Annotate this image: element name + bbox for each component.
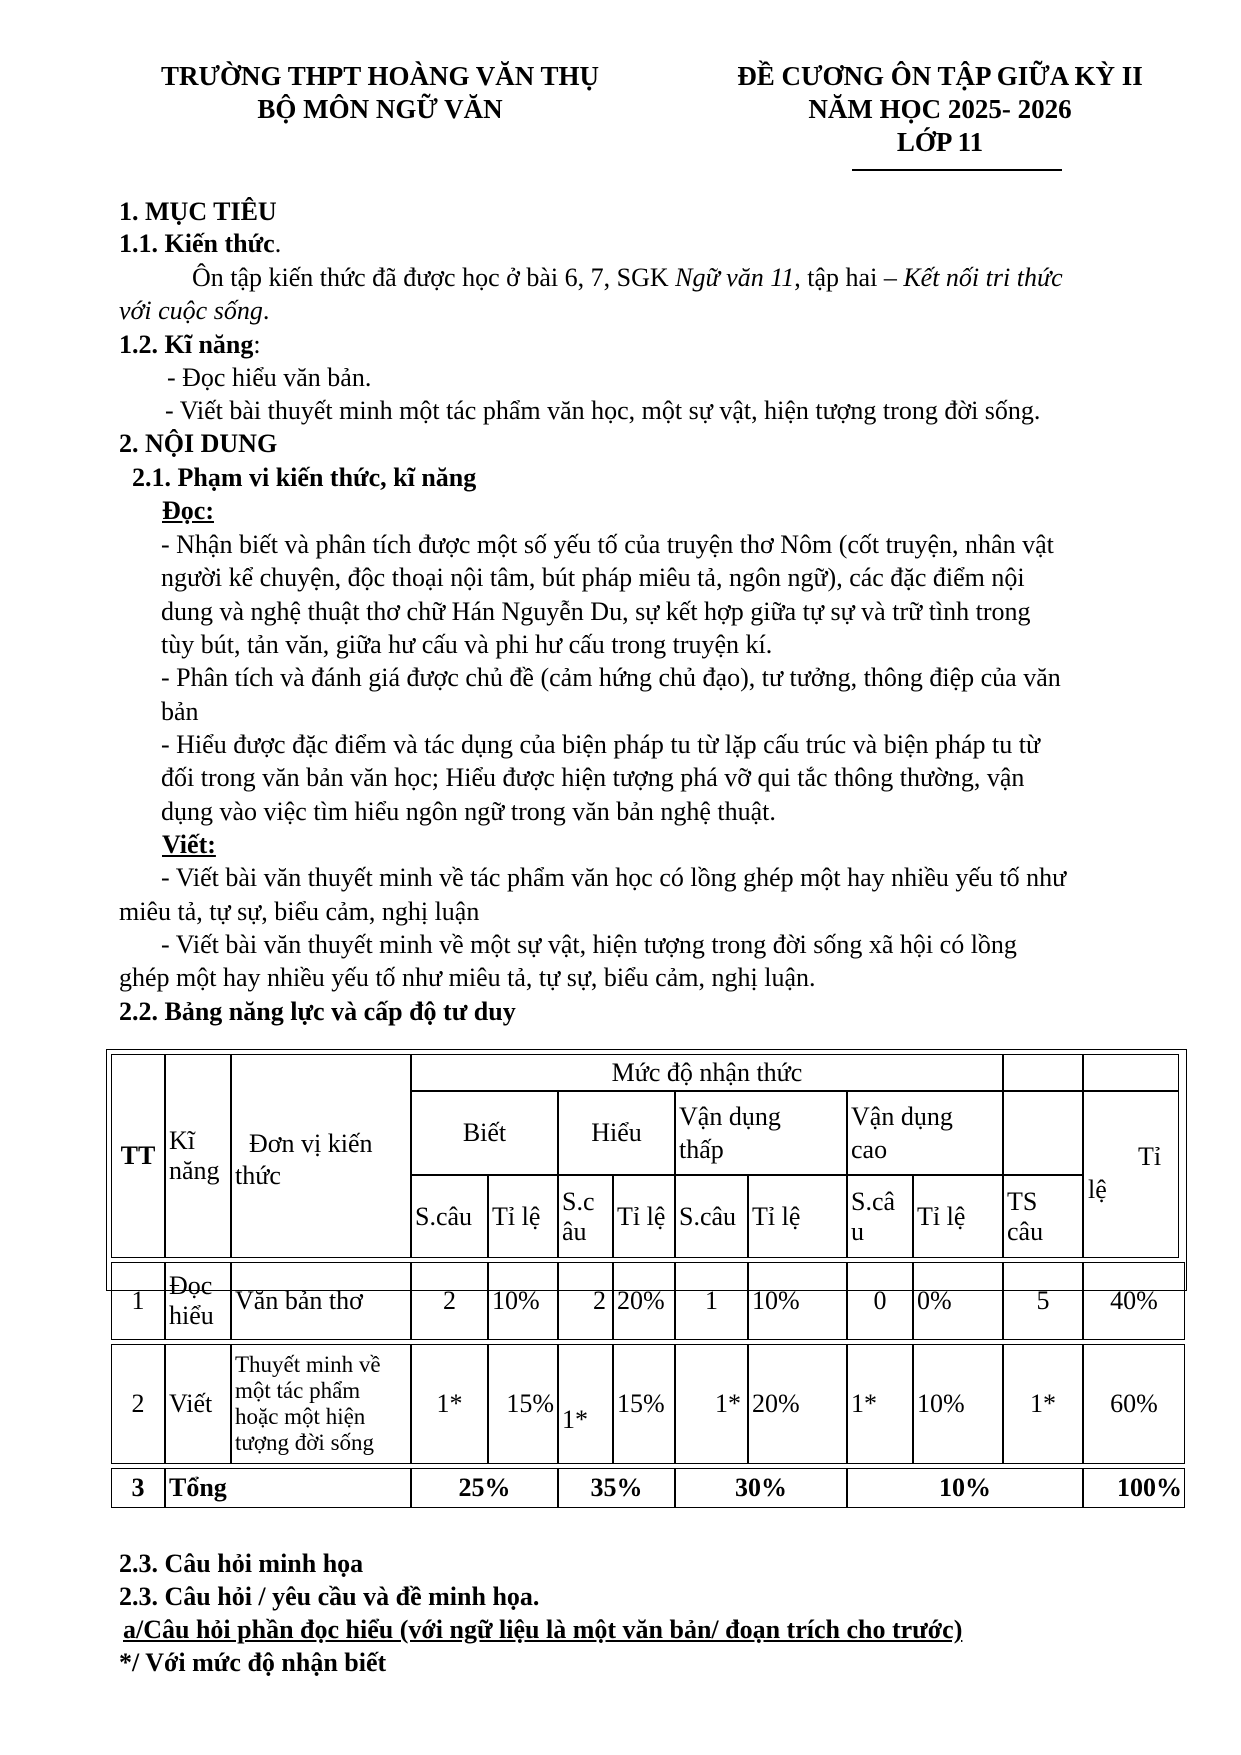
skill-item-2: - Viết bài thuyết minh một tác phẩm văn học, một sự vật, hiện tượng trong đời sống. [165,396,1041,425]
header-tt: TT [111,1054,165,1258]
row1-vdt-count: 1 [675,1262,748,1340]
header-tile-2: Tỉ lệ [613,1175,675,1258]
writing-line-3: - Viết bài văn thuyết minh về một sự vật, hiện tượng trong đời sống xã hội có lồng [161,930,1017,959]
row1-hieu-ratio: 20% [613,1262,675,1340]
row2-skill: Viết [165,1344,231,1464]
row2-unit-text: Thuyết minh về một tác phẩm hoặc một hiện tượng đời sống [235,1352,381,1455]
header-ratio [1083,1091,1179,1258]
section-2-heading: 2. NỘI DUNG [119,429,278,458]
header-vdt [675,1091,847,1175]
header-skill [165,1054,231,1258]
row1-ratio: 40% [1083,1262,1185,1340]
header-level: Mức độ nhận thức [411,1054,1003,1091]
total-vdc: 10% [847,1468,1083,1508]
knowledge-text-b: Ngữ văn 11 [675,263,795,292]
header-scau-2-text: S.c âu [562,1186,595,1246]
header-vdc [847,1091,1003,1175]
scope-heading: 2.1. Phạm vi kiến thức, kĩ năng [132,463,477,492]
header-tile-1: Tỉ lệ [488,1175,558,1258]
writing-line-4: ghép một hay nhiều yếu tố như miêu tả, tự sự, biểu cảm, nghị luận. [119,963,816,992]
row1-tt: 1 [111,1262,165,1340]
header-skill-text: Kĩ năng [169,1126,220,1185]
row2-total-count: 1* [1003,1344,1083,1464]
header-tile-3: Tỉ lệ [748,1175,847,1258]
header-vdt-text: Vận dụng thấp [679,1102,781,1164]
reading-label: Đọc: [162,496,214,525]
skills-colon: : [253,330,261,359]
header-unit [231,1054,411,1258]
school-name: TRƯỜNG THPT HOÀNG VĂN THỤ [160,61,600,91]
reading-line-7: - Hiểu được đặc điểm và tác dụng của biện pháp tu từ lặp cấu trúc và biện pháp tu từ [161,730,1041,759]
total-hieu: 35% [558,1468,675,1508]
header-scau-2 [558,1175,613,1258]
total-ratio: 100% [1083,1468,1185,1508]
row2-hieu-count: 1* [558,1344,613,1464]
skill-item-1: - Đọc hiểu văn bản. [167,363,372,392]
knowledge-text-d: Kết nối tri thức [903,263,1063,292]
row1-vdt-ratio: 10% [748,1262,847,1340]
skills-heading [119,328,1189,361]
header-blank-2 [1083,1054,1179,1091]
header-ts-text: TS câu [1007,1186,1044,1246]
knowledge-title: 1.1. Kiến thức [119,229,275,258]
header-blank-1 [1003,1054,1083,1091]
row2-unit [231,1344,411,1464]
header-ts [1003,1175,1083,1258]
department-name: BỘ MÔN NGỮ VĂN [257,94,503,124]
header-rule [852,169,1062,171]
illustration-heading-2: 2.3. Câu hỏi / yêu cầu và đề minh họa. [119,1582,540,1611]
writing-label: Viết: [162,830,216,859]
knowledge-text-a: Ôn tập kiến thức đã được học ở bài 6, 7, SGK [192,263,676,292]
header-unit-text: Đơn vị kiến thức [235,1129,373,1190]
header-blank-3 [1003,1091,1083,1175]
reading-line-9: dụng vào việc tìm hiểu ngôn ngữ trong văn bản nghệ thuật. [161,797,776,826]
header-hieu: Hiểu [558,1091,675,1175]
knowledge-heading [119,227,1189,260]
total-vdt: 30% [675,1468,847,1508]
header-vdc-text: Vận dụng cao [851,1102,953,1164]
knowledge-text-e: với cuộc sống [119,296,263,325]
header-scau-3: S.câu [675,1175,748,1258]
row2-vdc-ratio: 10% [913,1344,1003,1464]
row2-biet-count: 1* [411,1344,488,1464]
grade-label: LỚP 11 [896,127,984,157]
row1-biet-ratio: 10% [488,1262,558,1340]
row2-vdc-count: 1* [847,1344,913,1464]
row1-skill [165,1262,231,1340]
writing-line-2: miêu tả, tự sự, biểu cảm, nghị luận [119,897,480,926]
reading-questions-heading: a/Câu hỏi phần đọc hiểu (với ngữ liệu là một văn bản/ đoạn trích cho trước) [123,1615,963,1644]
skills-title: 1.2. Kĩ năng [119,330,254,359]
reading-line-2: người kể chuyện, độc thoại nội tâm, bút pháp miêu tả, ngôn ngữ), các đặc điểm nội [161,563,1025,592]
header-scau-1: S.câu [411,1175,488,1258]
row1-biet-count: 2 [411,1262,488,1340]
header-ratio-text: Tỉ lệ [1088,1142,1162,1204]
reading-line-8: đối trong văn bản văn học; Hiểu được hiện tượng phá vỡ qui tắc thông thường, vận [161,763,1025,792]
knowledge-line-1 [119,261,1189,294]
section-1-heading: 1. MỤC TIÊU [119,197,277,226]
writing-line-1: - Viết bài văn thuyết minh về tác phẩm văn học có lồng ghép một hay nhiều yếu tố như [161,863,1067,892]
row1-skill-text: Đọc hiểu [169,1271,214,1330]
competency-table [106,1049,1187,1502]
row1-unit: Văn bản thơ [231,1262,411,1340]
header-scau-4 [847,1175,913,1258]
total-biet: 25% [411,1468,558,1508]
row1-hieu-count: 2 [558,1262,613,1340]
total-tt: 3 [111,1468,165,1508]
row2-vdt-count: 1* [675,1344,748,1464]
row2-ratio: 60% [1083,1344,1185,1464]
header-biet: Biết [411,1091,558,1175]
knowledge-text-c: , tập hai – [794,263,904,292]
illustration-heading: 2.3. Câu hỏi minh họa [119,1549,364,1578]
knowledge-dot: . [274,229,282,258]
recognition-level-heading: */ Với mức độ nhận biết [119,1648,387,1677]
school-year: NĂM HỌC 2025- 2026 [808,94,1072,124]
reading-line-5: - Phân tích và đánh giá được chủ đề (cảm hứng chủ đạo), tư tưởng, thông điệp của văn [161,663,1061,692]
header-tile-4: Tỉ lệ [913,1175,1003,1258]
header-scau-4-text: S.câ u [851,1186,896,1246]
knowledge-line-2 [119,294,1189,327]
knowledge-text-f: . [262,296,270,325]
row2-biet-ratio: 15% [488,1344,558,1464]
row2-tt: 2 [111,1344,165,1464]
document-title: ĐỀ CƯƠNG ÔN TẬP GIỮA KỲ II [737,61,1143,91]
row1-vdc-ratio: 0% [913,1262,1003,1340]
reading-line-4: tùy bút, tản văn, giữa hư cấu và phi hư cấu trong truyện kí. [161,630,773,659]
row2-hieu-ratio: 15% [613,1344,675,1464]
reading-line-1: - Nhận biết và phân tích được một số yếu tố của truyện thơ Nôm (cốt truyện, nhân vật [161,530,1054,559]
row1-total-count: 5 [1003,1262,1083,1340]
reading-line-6: bản [161,697,199,726]
table-heading: 2.2. Bảng năng lực và cấp độ tư duy [119,997,516,1026]
total-label: Tổng [165,1468,411,1508]
row1-vdc-count: 0 [847,1262,913,1340]
row2-vdt-ratio: 20% [748,1344,847,1464]
reading-line-3: dung và nghệ thuật thơ chữ Hán Nguyễn Du, sự kết hợp giữa tự sự và trữ tình trong [161,597,1031,626]
